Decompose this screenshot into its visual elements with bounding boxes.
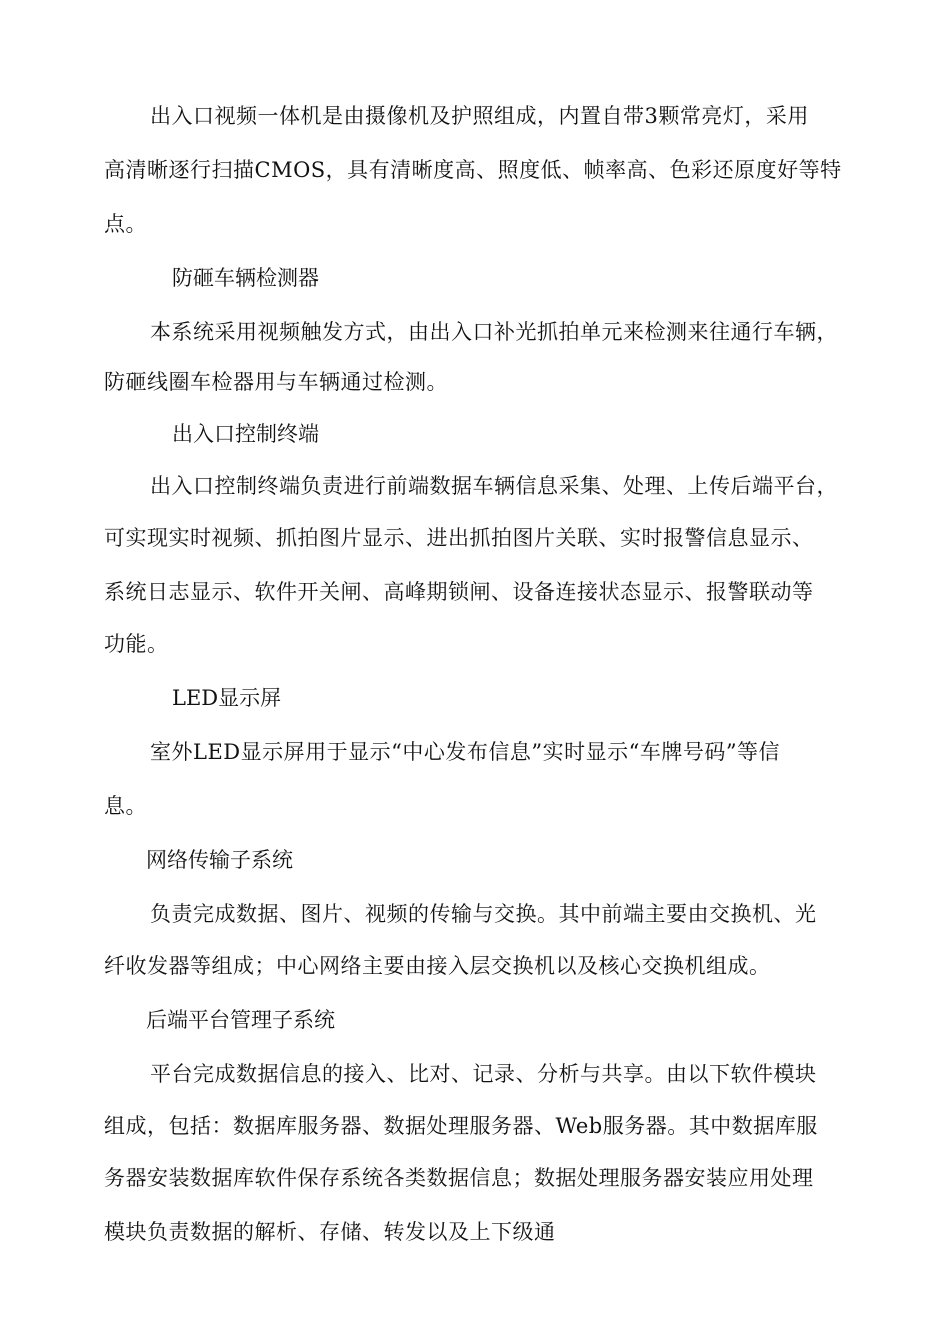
paragraph-line: 组成，包括：数据库服务器、数据处理服务器、Web服务器。其中数据库服	[104, 1114, 818, 1138]
paragraph-line: 室外LED显示屏用于显示“中心发布信息”实时显示“车牌号码”等信	[150, 740, 781, 764]
paragraph-line: 负责完成数据、图片、视频的传输与交换。其中前端主要由交换机、光	[150, 902, 817, 926]
paragraph-line: 出入口控制终端负责进行前端数据车辆信息采集、处理、上传后端平台，	[150, 474, 838, 498]
paragraph-line: 平台完成数据信息的接入、比对、记录、分析与共享。由以下软件模块	[150, 1062, 817, 1086]
section-heading: 出入口控制终端	[172, 422, 319, 446]
paragraph-line: 系统日志显示、软件开关闸、高峰期锁闸、设备连接状态显示、报警联动等	[104, 580, 814, 604]
paragraph-line: 点。	[104, 212, 147, 236]
paragraph-line: 息。	[104, 794, 147, 818]
section-heading: 网络传输子系统	[146, 848, 293, 872]
paragraph-line: 本系统采用视频触发方式，由出入口补光抓拍单元来检测来往通行车辆，	[150, 320, 838, 344]
paragraph-line: 纤收发器等组成；中心网络主要由接入层交换机以及核心交换机组成。	[104, 954, 771, 978]
paragraph-line: 高清晰逐行扫描CMOS，具有清晰度高、照度低、帧率高、色彩还原度好等特	[104, 158, 842, 182]
paragraph-line: 出入口视频一体机是由摄像机及护照组成，内置自带3颗常亮灯，采用	[150, 104, 809, 128]
paragraph-line: 务器安装数据库软件保存系统各类数据信息；数据处理服务器安装应用处理	[104, 1166, 814, 1190]
paragraph-line: 防砸线圈车检器用与车辆通过检测。	[104, 370, 448, 394]
paragraph-line: 功能。	[104, 632, 169, 656]
section-heading: LED显示屏	[172, 686, 282, 710]
paragraph-line: 可实现实时视频、抓拍图片显示、进出抓拍图片关联、实时报警信息显示、	[104, 526, 814, 550]
section-heading: 防砸车辆检测器	[172, 266, 319, 290]
paragraph-line: 模块负责数据的解析、存储、转发以及上下级通	[104, 1220, 556, 1244]
section-heading: 后端平台管理子系统	[146, 1008, 335, 1032]
